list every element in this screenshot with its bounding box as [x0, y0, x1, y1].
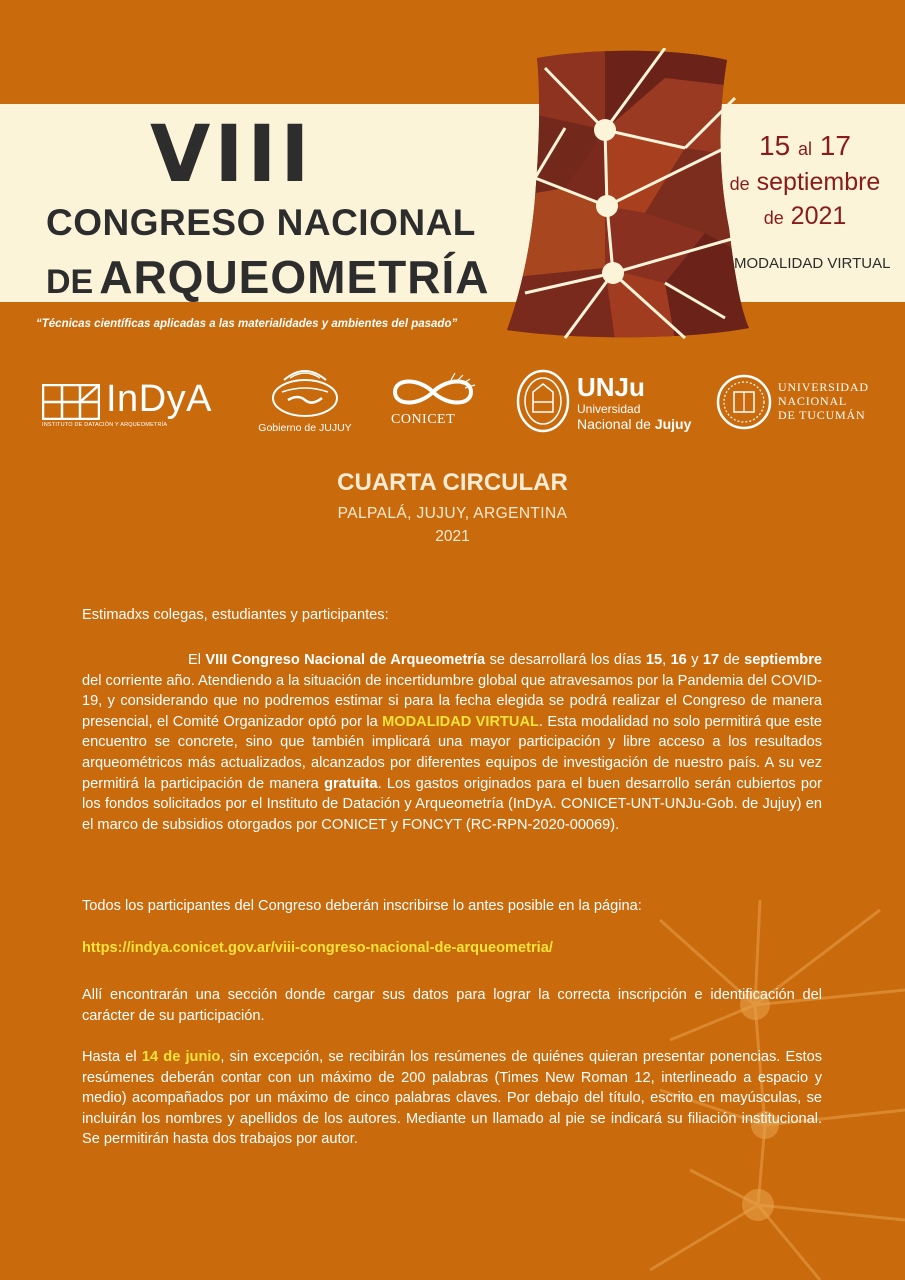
greeting: Estimadxs colegas, estudiantes y participantes:: [82, 607, 389, 623]
title-arqueometria: ARQUEOMETRÍA: [99, 251, 490, 303]
edition-number: VIII: [150, 110, 314, 200]
modalidad-highlight: MODALIDAD VIRTUAL: [382, 713, 539, 730]
event-dates: [715, 128, 895, 235]
unt-text: UNIVERSIDAD NACIONAL DE TUCUMÁN: [778, 380, 869, 422]
date-month: septiembre: [756, 168, 881, 196]
date-year: 2021: [790, 202, 847, 230]
date-de-1: de: [729, 174, 750, 194]
title-de: DE: [46, 263, 94, 301]
indya-grid-icon: [42, 384, 100, 420]
unju-seal-icon: [515, 368, 571, 434]
circular-header: [0, 469, 905, 546]
main-paragraph: El VIII Congreso Nacional de Arqueometría se desarrollará los días 15, 16 y 17 de septiembre del corriente año. Atendiendo a la situación de incertidumbre global que atravesamos por la Pandemia del COVID-19, y considerando que no podremos estimar si para la fecha elegida se podrá realizar el Congreso de manera presencial, el Comité Organizador optó por la MODALIDAD VIRTUAL. Esta modalidad no solo permitirá que este encuentro se concrete, sino que también implicará una mayor participación y libre acceso a los resultados arqueométricos más actualizados, alcanzados por diferentes equipos de investigación de nuestro país. A su vez permitirá la participación de manera gratuita. Los gastos originados para el buen desarrollo serán cubiertos por los fondos solicitados por el Instituto de Datación y Arqueometría (InDyA. CONICET-UNT-UNJu-Gob. de Jujuy) en el marco de subsidios otorgados por CONICET y FONCYT (RC-RPN-2020-00069).: [82, 652, 823, 833]
registration-link[interactable]: https://indya.conicet.gov.ar/viii-congreso-nacional-de-arqueometria/: [82, 940, 553, 956]
unju-logo: [515, 368, 705, 438]
abstracts-paragraph: Hasta el 14 de junio, sin excepción, se recibirán los resúmenes de quiénes quieran presentar ponencias. Estos resúmenes deberán contar con un máximo de 200 palabras (Times New Roman 12, interlineado a espacio y medio) acompañados por un máximo de cinco palabras claves. Por debajo del título, escrito en mayúsculas, se incluirán los nombres y apellidos de los autores. Mediante un llamado al pie se indicará su filiación institucional. Se permitirán hasta dos trabajos por autor.: [82, 1049, 823, 1148]
conicet-logo: [385, 372, 485, 432]
title-line-2: [46, 250, 489, 304]
date-de-2: de: [763, 208, 784, 228]
unju-name: UNJu: [577, 372, 645, 402]
unju-subtitle-1: Universidad: [577, 402, 641, 416]
tagline: “Técnicas científicas aplicadas a las materialidades y ambientes del pasado”: [36, 318, 458, 330]
inscription-paragraph: Todos los participantes del Congreso deberán inscribirse lo antes posible en la página:: [82, 898, 642, 914]
conicet-infinity-icon: [385, 372, 481, 412]
deadline-highlight: 14 de junio: [141, 1049, 221, 1065]
indya-name: InDyA: [106, 378, 212, 420]
date-al: al: [797, 139, 812, 159]
modality-label: MODALIDAD VIRTUAL: [734, 255, 891, 272]
title-line-1: CONGRESO NACIONAL: [46, 202, 476, 243]
circular-year: 2021: [435, 528, 470, 545]
date-start: 15: [759, 130, 791, 161]
jujuy-name: Gobierno de JUJUY: [258, 422, 352, 434]
jujuy-emblem-icon: [270, 366, 340, 420]
registration-info-paragraph: Allí encontrarán una sección donde cargar sus datos para lograr la correcta inscripción e identificación del carácter de su participación.: [82, 987, 822, 1024]
unt-seal-icon: [716, 370, 772, 434]
gobierno-jujuy-logo: [250, 366, 360, 436]
unt-logo: [716, 370, 886, 434]
unju-subtitle-2: Nacional de Jujuy: [577, 416, 692, 432]
date-end: 17: [819, 130, 851, 161]
pottery-vessel-illustration: [505, 48, 750, 340]
indya-subtitle: INSTITUTO DE DATACIÓN Y ARQUEOMETRÍA: [42, 422, 168, 428]
indya-logo: [40, 378, 225, 428]
conicet-name: CONICET: [391, 412, 456, 427]
circular-title: CUARTA CIRCULAR: [337, 469, 568, 496]
circular-place: PALPALÁ, JUJUY, ARGENTINA: [337, 505, 568, 522]
